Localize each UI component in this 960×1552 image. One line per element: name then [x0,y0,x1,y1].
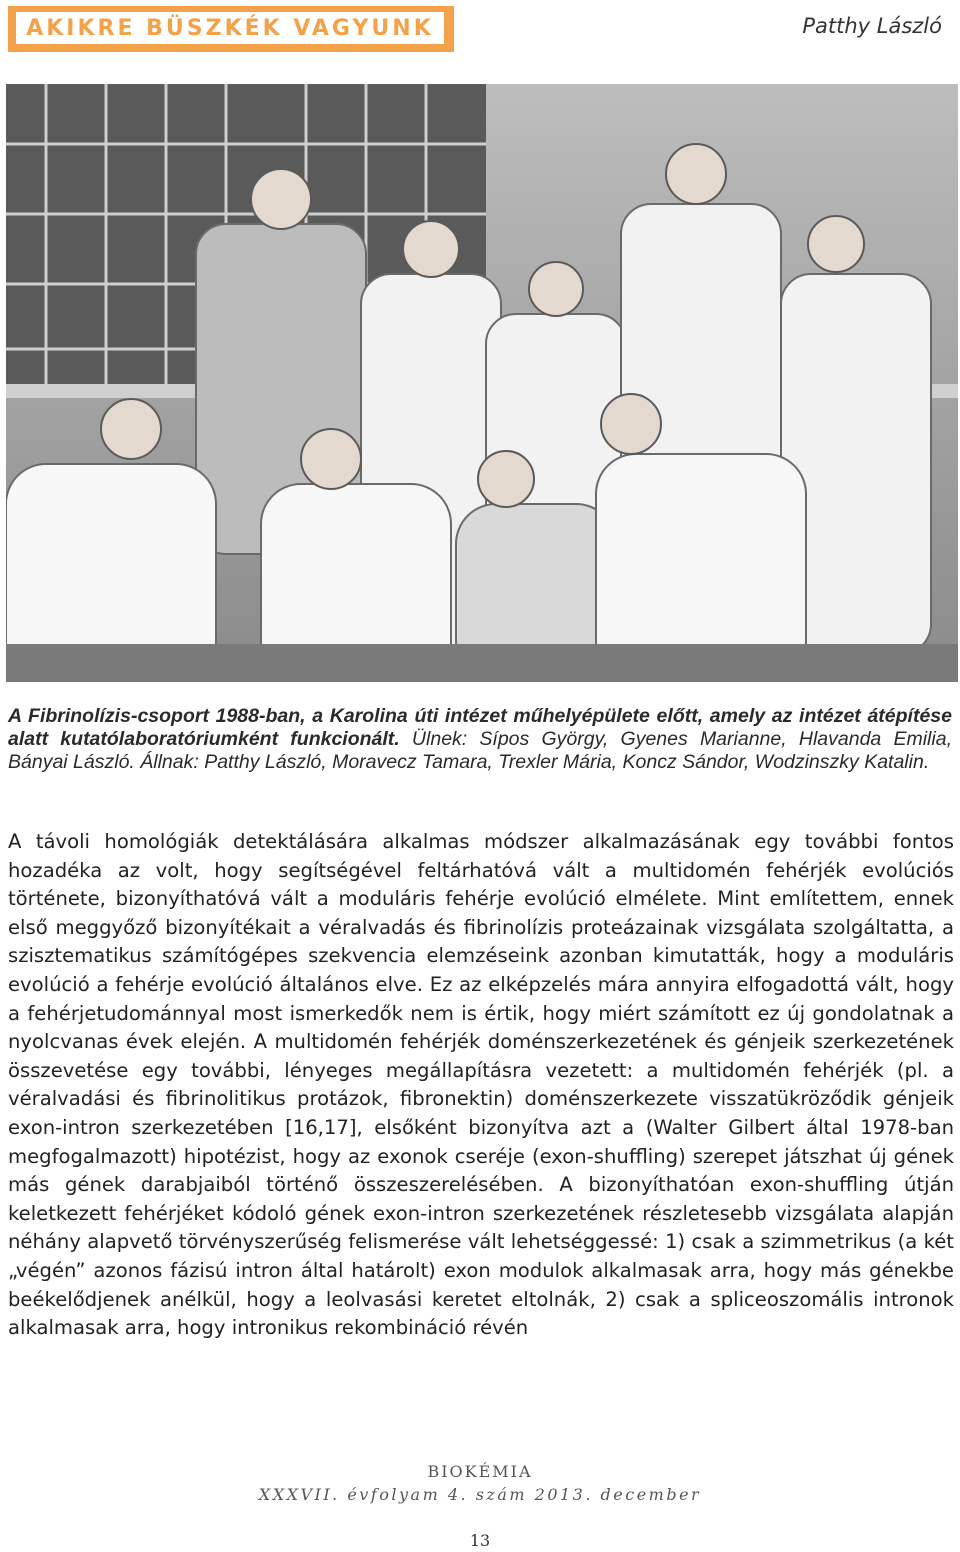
group-photo-icon [6,84,958,682]
section-header-box [14,10,446,46]
group-photo [6,84,958,682]
page-number: 13 [469,1531,491,1550]
journal-name: BIOKÉMIA [427,1462,533,1481]
section-label: AKIKRE BÜSZKÉK VAGYUNK [26,15,434,41]
caption-bold: A Fibrinolízis-csoport 1988-ban, a Karolina úti intézet műhelyépülete előtt, amely az intézet átépítése alatt kutatólaboratóriumként funkcionált. [8,705,952,750]
journal-footer [0,1462,960,1504]
journal-issue: XXXVII. évfolyam 4. szám 2013. december [258,1485,702,1504]
caption-names: Ülnek: Sípos György, Gyenes Marianne, Hlavanda Emilia, Bányai László. Állnak: Patthy László, Moravecz Tamara, Trexler Mária, Koncz Sándor, Wodzinszky Katalin. [8,728,952,773]
photo-caption [8,705,952,774]
article-body-paragraph: A távoli homológiák detektálására alkalmas módszer alkalmazásának egy további fontos hozadéka az volt, hogy segítségével feltárhatóvá vált a multidomén fehérjék evolúciós története, bizonyíthatóvá vált a moduláris fehérje evolúció elmélete. Mint említettem, ennek első meggyőző bizonyítékait a véralvadás és fibrinolízis proteázainak vizsgálata szolgáltatta, a szisztematikus számítógépes szekvencia elemzéseink azonban kimutatták, hogy a moduláris evolúció a fehérje evolúció általános elve. Ez az elképzelés mára annyira elfogadottá vált, hogy a fehérjetudománnyal most ismerkedők nem is értik, hogy miért számított ez új gondolatnak a nyolcvanas évek elején. A multidomén fehérjék doménszerkezetének és génjeik szerkezetének összevetése egy további, lényeges megállapításra vezetett: a multidomén fehérjék (pl. a véralvadási és fibrinolitikus protázok, fibronektin) doménszerkezete visszatükröződik génjeik exon-intron szerkezetében [16,17], elsőként bizonyítva azt a (Walter Gilbert által 1978-ban megfogalmazott) hipotézist, hogy az exonok cseréje (exon-shuffling) szerepet játszhat új gének más gének darabjaiból történő összeszerelésében. A bizonyíthatóan exon-shuffling útján keletkezett fehérjéket kódoló gének exon-intron szerkezetének részletesebb vizsgálata alapján néhány alapvető törvényszerűség felismerése vált lehetséggessé: 1) csak a szimmetrikus (a két „végén” azonos fázisú intron által határolt) exon modulok alkalmasak arra, hogy más génekbe beékelődjenek anélkül, hogy a leolvasási keretet eltolnák, 2) csak a spliceoszomális intronok alkalmasak arra, hogy intronikus rekombináció révén [8,830,954,1340]
author-name: Patthy László [802,14,942,38]
